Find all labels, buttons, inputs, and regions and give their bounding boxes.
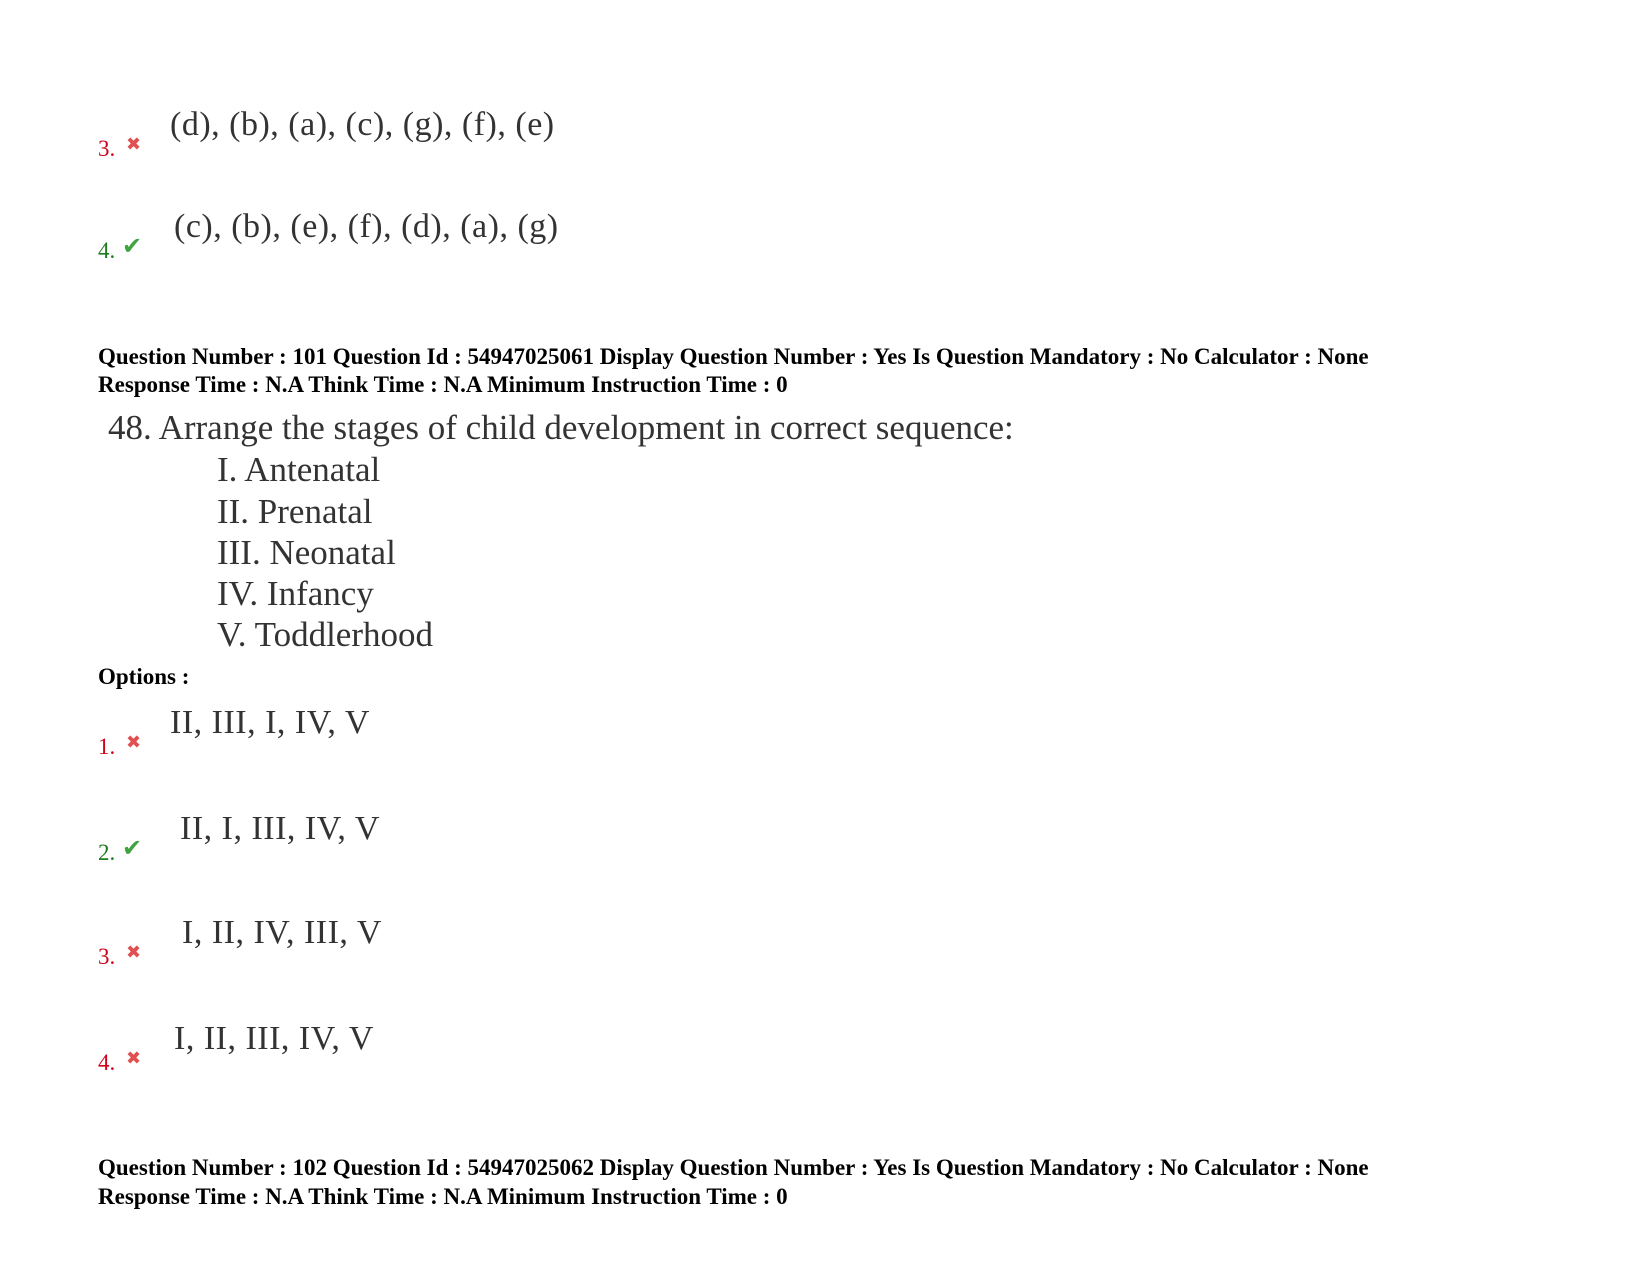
cross-icon: ✖: [126, 732, 142, 753]
stage-item: V. Toddlerhood: [217, 615, 433, 654]
option-text: II, III, I, IV, V: [170, 704, 370, 741]
question-meta-line1: Question Number : 102 Question Id : 54947025062 Display Question Number : Yes Is Question Mandatory : No Calculator : None: [98, 1155, 1369, 1180]
cross-icon: ✖: [126, 942, 142, 963]
option-number: 1.: [98, 734, 116, 759]
stage-item: III. Neonatal: [217, 533, 396, 572]
stage-item: II. Prenatal: [217, 492, 373, 531]
option-text: II, I, III, IV, V: [180, 810, 380, 847]
stage-item: I. Antenatal: [217, 450, 381, 489]
option-text: (c), (b), (e), (f), (d), (a), (g): [174, 208, 559, 245]
option-text: I, II, IV, III, V: [182, 914, 382, 951]
option-text: (d), (b), (a), (c), (g), (f), (e): [170, 106, 555, 143]
options-label: Options :: [98, 664, 190, 689]
option-text: I, II, III, IV, V: [174, 1020, 374, 1057]
option-number: 4.: [98, 238, 116, 263]
cross-icon: ✖: [126, 134, 142, 155]
option-number: 3.: [98, 136, 116, 161]
cross-icon: ✖: [126, 1048, 142, 1069]
question-meta-line2: Response Time : N.A Think Time : N.A Minimum Instruction Time : 0: [98, 372, 788, 397]
question-meta-line1: Question Number : 101 Question Id : 54947025061 Display Question Number : Yes Is Question Mandatory : No Calculator : None: [98, 344, 1369, 369]
check-icon: ✔: [122, 834, 143, 862]
option-number: 2.: [98, 840, 116, 865]
question-title: 48. Arrange the stages of child development in correct sequence:: [108, 408, 1014, 447]
option-number: 3.: [98, 944, 116, 969]
check-icon: ✔: [122, 232, 143, 260]
option-number: 4.: [98, 1050, 116, 1075]
stage-item: IV. Infancy: [217, 574, 374, 613]
question-meta-line2: Response Time : N.A Think Time : N.A Minimum Instruction Time : 0: [98, 1184, 788, 1209]
